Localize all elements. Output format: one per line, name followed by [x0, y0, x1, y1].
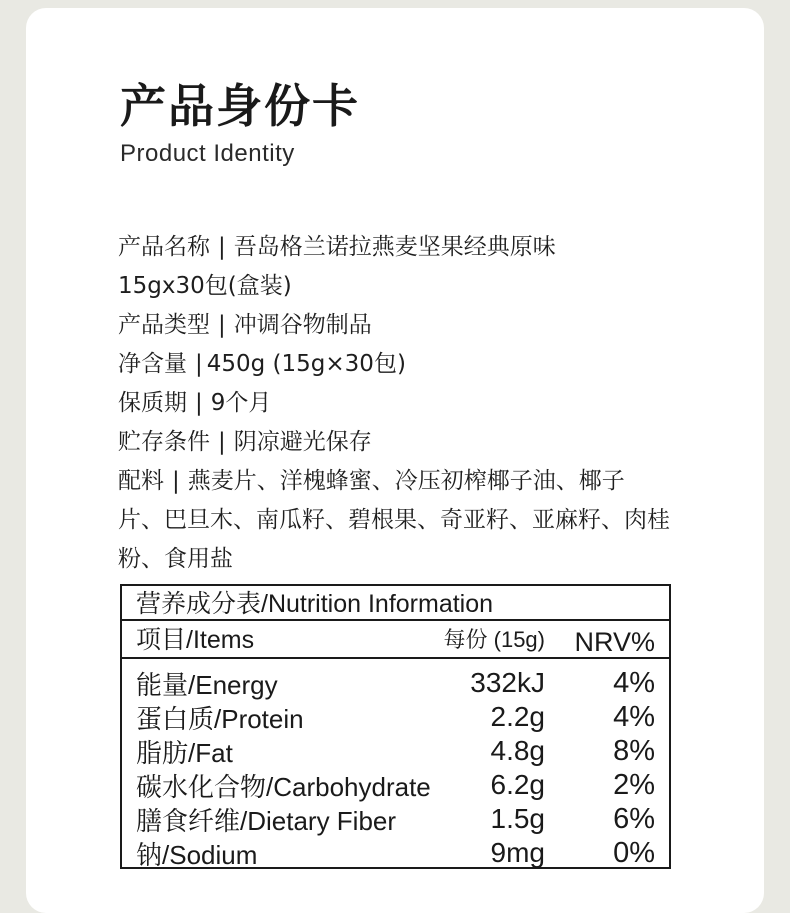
- nutrition-table-title: 营养成分表/Nutrition Information: [122, 586, 669, 621]
- info-label-shelf: 保质期: [118, 390, 187, 416]
- nutrient-amount: 6.2g: [490, 769, 545, 800]
- separator: |: [218, 234, 226, 260]
- info-row-net: [118, 345, 678, 384]
- separator: |: [172, 468, 180, 494]
- info-row-name: [118, 228, 678, 267]
- nutrient-nrv: 4%: [613, 667, 655, 699]
- nutrition-table-header: [122, 621, 669, 659]
- table-row: [122, 668, 669, 702]
- info-row-shelf: [118, 384, 678, 423]
- table-row: [122, 736, 669, 770]
- info-label-ingredients: 配料: [118, 468, 164, 494]
- nutrient-amount: 332kJ: [470, 667, 545, 698]
- info-label-type: 产品类型: [118, 312, 210, 338]
- info-label-net: 净含量: [118, 351, 187, 377]
- page-title: 产品身份卡: [120, 79, 360, 133]
- separator: |: [218, 312, 226, 338]
- nutrient-nrv: 4%: [613, 701, 655, 733]
- table-row: [122, 702, 669, 736]
- separator: |: [218, 429, 226, 455]
- nutrient-amount: 1.5g: [490, 803, 545, 834]
- separator: |: [195, 390, 203, 416]
- info-value-name-cont: 15gx30包(盒装): [118, 273, 292, 299]
- table-row: [122, 838, 669, 872]
- nutrition-table-body: [122, 659, 669, 872]
- nutrient-nrv: 0%: [613, 837, 655, 869]
- info-row-type: [118, 306, 678, 345]
- nutrient-name: 蛋白质/Protein: [136, 704, 304, 734]
- info-row-storage: [118, 423, 678, 462]
- separator: |: [195, 351, 203, 377]
- nutrient-amount: 2.2g: [490, 701, 545, 732]
- header-nrv: NRV%: [574, 627, 655, 657]
- info-value-ingredients-2: 片、巴旦木、南瓜籽、碧根果、奇亚籽、亚麻籽、肉桂: [118, 507, 670, 533]
- info-value-net: 450g (15g×30包): [206, 351, 406, 377]
- nutrient-name: 能量/Energy: [136, 670, 278, 700]
- nutrient-amount: 4.8g: [490, 735, 545, 766]
- product-info: [118, 228, 678, 579]
- nutrient-amount: 9mg: [490, 837, 545, 868]
- nutrient-name: 脂肪/Fat: [136, 738, 233, 768]
- info-value-type: 冲调谷物制品: [233, 312, 372, 338]
- info-value-ingredients-1: 燕麦片、洋槐蜂蜜、冷压初榨椰子油、椰子: [187, 468, 625, 494]
- nutrient-name: 碳水化合物/Carbohydrate: [136, 772, 431, 802]
- header-items: 项目/Items: [136, 626, 255, 654]
- info-row-ingredients-cont: [118, 540, 678, 579]
- header-per-serving: 每份 (15g): [443, 627, 545, 652]
- info-label-name: 产品名称: [118, 234, 210, 260]
- info-value-ingredients-3: 粉、食用盐: [118, 546, 233, 572]
- info-value-name: 吾岛格兰诺拉燕麦坚果经典原味: [233, 234, 556, 260]
- info-row-name-cont: [118, 267, 678, 306]
- info-value-shelf: 9个月: [210, 390, 272, 416]
- nutrition-table: [120, 584, 671, 869]
- info-value-storage: 阴凉避光保存: [233, 429, 372, 455]
- nutrient-nrv: 8%: [613, 735, 655, 767]
- nutrient-nrv: 2%: [613, 769, 655, 801]
- info-row-ingredients: [118, 462, 678, 501]
- nutrient-name: 钠/Sodium: [136, 840, 258, 870]
- page-subtitle: Product Identity: [120, 140, 295, 167]
- info-row-ingredients-cont: [118, 501, 678, 540]
- table-row: [122, 804, 669, 838]
- info-label-storage: 贮存条件: [118, 429, 210, 455]
- nutrient-name: 膳食纤维/Dietary Fiber: [136, 806, 397, 836]
- nutrient-nrv: 6%: [613, 803, 655, 835]
- table-row: [122, 770, 669, 804]
